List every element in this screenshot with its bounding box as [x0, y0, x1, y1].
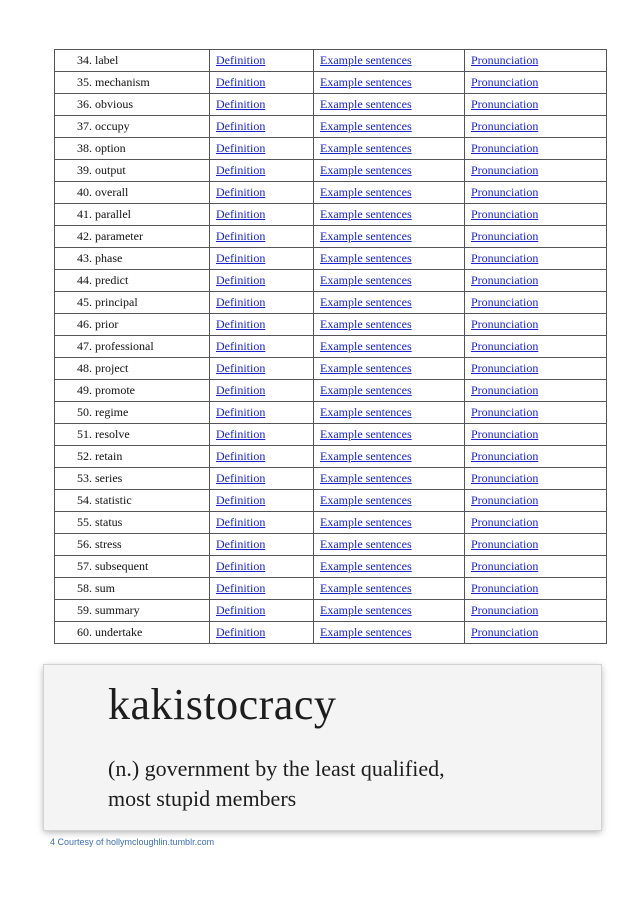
pronunciation-cell	[465, 336, 607, 358]
definition-link[interactable]: Definition	[216, 471, 266, 485]
pronunciation-link[interactable]: Pronunciation	[471, 537, 539, 551]
example-sentences-link[interactable]: Example sentences	[320, 427, 412, 441]
definition-cell	[210, 270, 314, 292]
definition-cell	[210, 116, 314, 138]
definition-cell	[210, 512, 314, 534]
pronunciation-link[interactable]: Pronunciation	[471, 229, 539, 243]
pronunciation-link[interactable]: Pronunciation	[471, 493, 539, 507]
example-sentences-link[interactable]: Example sentences	[320, 515, 412, 529]
example-sentences-link[interactable]: Example sentences	[320, 185, 412, 199]
definition-link[interactable]: Definition	[216, 119, 266, 133]
pronunciation-cell	[465, 248, 607, 270]
pronunciation-cell	[465, 270, 607, 292]
pronunciation-cell	[465, 556, 607, 578]
definition-cell	[210, 336, 314, 358]
word-cell: 36. obvious	[55, 94, 210, 116]
table-row	[55, 402, 607, 424]
definition-link[interactable]: Definition	[216, 75, 266, 89]
word-cell: 39. output	[55, 160, 210, 182]
pronunciation-link[interactable]: Pronunciation	[471, 405, 539, 419]
definition-link[interactable]: Definition	[216, 361, 266, 375]
pronunciation-cell	[465, 160, 607, 182]
definition-cell	[210, 446, 314, 468]
word-cell: 56. stress	[55, 534, 210, 556]
word-cell: 47. professional	[55, 336, 210, 358]
definition-cell	[210, 358, 314, 380]
examples-cell	[314, 72, 465, 94]
pronunciation-cell	[465, 402, 607, 424]
pronunciation-cell	[465, 358, 607, 380]
definition-link[interactable]: Definition	[216, 559, 266, 573]
definition-link[interactable]: Definition	[216, 141, 266, 155]
example-sentences-link[interactable]: Example sentences	[320, 405, 412, 419]
example-sentences-link[interactable]: Example sentences	[320, 273, 412, 287]
word-cell: 55. status	[55, 512, 210, 534]
pronunciation-cell	[465, 490, 607, 512]
definition-cell	[210, 424, 314, 446]
pronunciation-link[interactable]: Pronunciation	[471, 339, 539, 353]
pronunciation-link[interactable]: Pronunciation	[471, 317, 539, 331]
word-cell: 40. overall	[55, 182, 210, 204]
image-definition-line-2: most stupid members	[108, 786, 297, 811]
examples-cell	[314, 512, 465, 534]
definition-link[interactable]: Definition	[216, 295, 266, 309]
pronunciation-cell	[465, 534, 607, 556]
table-row	[55, 292, 607, 314]
pronunciation-cell	[465, 138, 607, 160]
pronunciation-cell	[465, 424, 607, 446]
image-caption: 4 Courtesy of hollymcloughlin.tumblr.com	[50, 837, 215, 847]
examples-cell	[314, 226, 465, 248]
table-row	[55, 446, 607, 468]
examples-cell	[314, 116, 465, 138]
examples-cell	[314, 556, 465, 578]
example-sentences-link[interactable]: Example sentences	[320, 229, 412, 243]
examples-cell	[314, 248, 465, 270]
table-row	[55, 358, 607, 380]
definition-link[interactable]: Definition	[216, 185, 266, 199]
pronunciation-cell	[465, 182, 607, 204]
definition-cell	[210, 578, 314, 600]
definition-cell	[210, 314, 314, 336]
examples-cell	[314, 94, 465, 116]
definition-link[interactable]: Definition	[216, 427, 266, 441]
pronunciation-cell	[465, 578, 607, 600]
pronunciation-cell	[465, 226, 607, 248]
table-row	[55, 94, 607, 116]
vocabulary-table-body	[55, 50, 607, 644]
pronunciation-cell	[465, 380, 607, 402]
image-term: kakistocracy	[108, 680, 337, 729]
table-row	[55, 556, 607, 578]
vocabulary-table	[54, 49, 607, 644]
pronunciation-cell	[465, 72, 607, 94]
definition-cell	[210, 380, 314, 402]
definition-cell	[210, 468, 314, 490]
definition-cell	[210, 248, 314, 270]
example-sentences-link[interactable]: Example sentences	[320, 163, 412, 177]
examples-cell	[314, 490, 465, 512]
examples-cell	[314, 182, 465, 204]
table-row	[55, 314, 607, 336]
examples-cell	[314, 402, 465, 424]
examples-cell	[314, 468, 465, 490]
pronunciation-cell	[465, 116, 607, 138]
definition-link[interactable]: Definition	[216, 449, 266, 463]
definition-cell	[210, 138, 314, 160]
definition-link[interactable]: Definition	[216, 317, 266, 331]
example-sentences-link[interactable]: Example sentences	[320, 625, 412, 639]
word-cell: 41. parallel	[55, 204, 210, 226]
example-sentences-link[interactable]: Example sentences	[320, 493, 412, 507]
pronunciation-cell	[465, 600, 607, 622]
table-row	[55, 578, 607, 600]
example-sentences-link[interactable]: Example sentences	[320, 559, 412, 573]
pronunciation-link[interactable]: Pronunciation	[471, 273, 539, 287]
pronunciation-link[interactable]: Pronunciation	[471, 141, 539, 155]
pronunciation-link[interactable]: Pronunciation	[471, 625, 539, 639]
pronunciation-cell	[465, 622, 607, 644]
table-row	[55, 424, 607, 446]
example-sentences-link[interactable]: Example sentences	[320, 449, 412, 463]
table-row	[55, 336, 607, 358]
examples-cell	[314, 600, 465, 622]
table-row	[55, 270, 607, 292]
definition-cell	[210, 160, 314, 182]
example-sentences-link[interactable]: Example sentences	[320, 317, 412, 331]
pronunciation-link[interactable]: Pronunciation	[471, 427, 539, 441]
examples-cell	[314, 292, 465, 314]
definition-cell	[210, 600, 314, 622]
word-cell: 45. principal	[55, 292, 210, 314]
definition-link[interactable]: Definition	[216, 515, 266, 529]
word-cell: 52. retain	[55, 446, 210, 468]
definition-cell	[210, 226, 314, 248]
example-sentences-link[interactable]: Example sentences	[320, 97, 412, 111]
examples-cell	[314, 424, 465, 446]
pronunciation-link[interactable]: Pronunciation	[471, 75, 539, 89]
definition-link[interactable]: Definition	[216, 383, 266, 397]
pronunciation-cell	[465, 314, 607, 336]
examples-cell	[314, 336, 465, 358]
definition-cell	[210, 534, 314, 556]
examples-cell	[314, 270, 465, 292]
word-cell: 53. series	[55, 468, 210, 490]
definition-link[interactable]: Definition	[216, 493, 266, 507]
pronunciation-link[interactable]: Pronunciation	[471, 515, 539, 529]
definition-cell	[210, 50, 314, 72]
definition-link[interactable]: Definition	[216, 273, 266, 287]
table-row	[55, 116, 607, 138]
pronunciation-cell	[465, 204, 607, 226]
definition-link[interactable]: Definition	[216, 251, 266, 265]
definition-cell	[210, 402, 314, 424]
image-definition-line-1: (n.) government by the least qualified,	[108, 756, 445, 781]
example-sentences-link[interactable]: Example sentences	[320, 537, 412, 551]
word-cell: 38. option	[55, 138, 210, 160]
pronunciation-link[interactable]: Pronunciation	[471, 471, 539, 485]
pronunciation-link[interactable]: Pronunciation	[471, 207, 539, 221]
definition-cell	[210, 556, 314, 578]
example-sentences-link[interactable]: Example sentences	[320, 603, 412, 617]
pronunciation-cell	[465, 446, 607, 468]
word-cell: 48. project	[55, 358, 210, 380]
pronunciation-link[interactable]: Pronunciation	[471, 603, 539, 617]
example-sentences-link[interactable]: Example sentences	[320, 361, 412, 375]
definition-link[interactable]: Definition	[216, 405, 266, 419]
definition-link[interactable]: Definition	[216, 229, 266, 243]
table-row	[55, 160, 607, 182]
examples-cell	[314, 622, 465, 644]
example-sentences-link[interactable]: Example sentences	[320, 251, 412, 265]
example-sentences-link[interactable]: Example sentences	[320, 75, 412, 89]
definition-cell	[210, 94, 314, 116]
pronunciation-link[interactable]: Pronunciation	[471, 559, 539, 573]
pronunciation-link[interactable]: Pronunciation	[471, 53, 539, 67]
pronunciation-link[interactable]: Pronunciation	[471, 251, 539, 265]
example-sentences-link[interactable]: Example sentences	[320, 581, 412, 595]
word-cell: 43. phase	[55, 248, 210, 270]
word-cell: 44. predict	[55, 270, 210, 292]
image-definition	[108, 754, 578, 814]
table-row	[55, 534, 607, 556]
examples-cell	[314, 446, 465, 468]
table-row	[55, 204, 607, 226]
examples-cell	[314, 578, 465, 600]
definition-cell	[210, 182, 314, 204]
word-cell: 42. parameter	[55, 226, 210, 248]
table-row	[55, 182, 607, 204]
word-cell: 60. undertake	[55, 622, 210, 644]
definition-cell	[210, 490, 314, 512]
word-cell: 37. occupy	[55, 116, 210, 138]
kakistocracy-image	[44, 665, 601, 830]
example-sentences-link[interactable]: Example sentences	[320, 141, 412, 155]
example-sentences-link[interactable]: Example sentences	[320, 207, 412, 221]
example-sentences-link[interactable]: Example sentences	[320, 383, 412, 397]
definition-link[interactable]: Definition	[216, 581, 266, 595]
examples-cell	[314, 160, 465, 182]
word-cell: 46. prior	[55, 314, 210, 336]
table-row	[55, 138, 607, 160]
word-cell: 34. label	[55, 50, 210, 72]
pronunciation-link[interactable]: Pronunciation	[471, 163, 539, 177]
examples-cell	[314, 204, 465, 226]
table-row	[55, 512, 607, 534]
examples-cell	[314, 534, 465, 556]
pronunciation-cell	[465, 292, 607, 314]
word-cell: 51. resolve	[55, 424, 210, 446]
example-sentences-link[interactable]: Example sentences	[320, 295, 412, 309]
definition-link[interactable]: Definition	[216, 537, 266, 551]
pronunciation-link[interactable]: Pronunciation	[471, 97, 539, 111]
definition-link[interactable]: Definition	[216, 53, 266, 67]
definition-cell	[210, 72, 314, 94]
table-row	[55, 226, 607, 248]
pronunciation-link[interactable]: Pronunciation	[471, 383, 539, 397]
definition-link[interactable]: Definition	[216, 603, 266, 617]
definition-link[interactable]: Definition	[216, 163, 266, 177]
table-row	[55, 622, 607, 644]
word-cell: 35. mechanism	[55, 72, 210, 94]
definition-cell	[210, 622, 314, 644]
pronunciation-cell	[465, 50, 607, 72]
pronunciation-cell	[465, 468, 607, 490]
table-row	[55, 468, 607, 490]
pronunciation-link[interactable]: Pronunciation	[471, 119, 539, 133]
pronunciation-link[interactable]: Pronunciation	[471, 185, 539, 199]
word-cell: 54. statistic	[55, 490, 210, 512]
table-row	[55, 248, 607, 270]
definition-link[interactable]: Definition	[216, 339, 266, 353]
examples-cell	[314, 314, 465, 336]
definition-link[interactable]: Definition	[216, 625, 266, 639]
examples-cell	[314, 380, 465, 402]
example-sentences-link[interactable]: Example sentences	[320, 471, 412, 485]
pronunciation-cell	[465, 512, 607, 534]
definition-link[interactable]: Definition	[216, 97, 266, 111]
definition-cell	[210, 292, 314, 314]
pronunciation-link[interactable]: Pronunciation	[471, 449, 539, 463]
word-cell: 57. subsequent	[55, 556, 210, 578]
table-row	[55, 50, 607, 72]
word-cell: 49. promote	[55, 380, 210, 402]
word-cell: 58. sum	[55, 578, 210, 600]
pronunciation-link[interactable]: Pronunciation	[471, 295, 539, 309]
table-row	[55, 600, 607, 622]
examples-cell	[314, 358, 465, 380]
examples-cell	[314, 138, 465, 160]
table-row	[55, 380, 607, 402]
example-sentences-link[interactable]: Example sentences	[320, 119, 412, 133]
pronunciation-link[interactable]: Pronunciation	[471, 361, 539, 375]
example-sentences-link[interactable]: Example sentences	[320, 339, 412, 353]
definition-link[interactable]: Definition	[216, 207, 266, 221]
pronunciation-link[interactable]: Pronunciation	[471, 581, 539, 595]
examples-cell	[314, 50, 465, 72]
definition-cell	[210, 204, 314, 226]
pronunciation-cell	[465, 94, 607, 116]
table-row	[55, 490, 607, 512]
table-row	[55, 72, 607, 94]
word-cell: 50. regime	[55, 402, 210, 424]
example-sentences-link[interactable]: Example sentences	[320, 53, 412, 67]
word-cell: 59. summary	[55, 600, 210, 622]
